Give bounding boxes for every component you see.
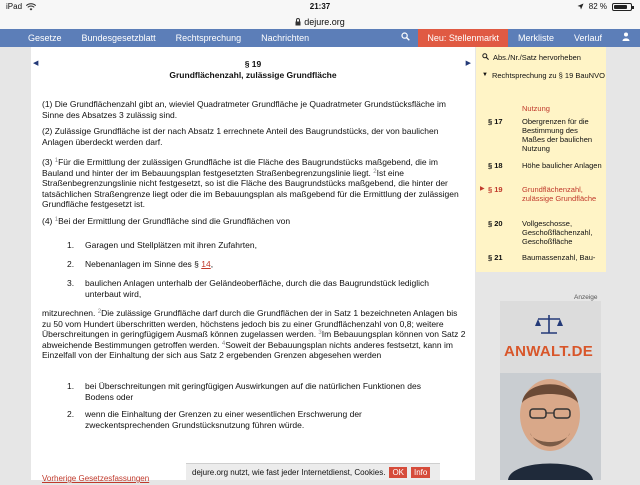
jurisprudence-toggle[interactable]: ▼ Rechtsprechung zu § 19 BauNVO xyxy=(482,71,605,80)
law-content: ◀ ▶ § 19 Grundflächenzahl, zulässige Grundfläche (1) Die Grundflächenzahl gibt an, wieviel Quadratmeter Grundfläche je Quadratmeter Grundstücksfläche im Sinne des Absatzes 3 zulässig sind. (2) Zulässige Grundfläche ist der nach Absatz 1 errechnete Anteil des Baugrundstücks, der von baulichen Anlagen überdeckt werden darf. (3) $^1$Für die Ermittlung der zulässigen Grundfläche ist die Fläche des Baugrundstücks maßgebend, die im Bauland und hinter der im Bebauungsplan festgesetzten Straßenbegrenzungslinie liegt. $^2$Ist eine Straßenbegrenzungslinie nicht festgesetzt, so ist die Fläche des Baugrundstücks maßgebend, die hinter der tatsächlichen Straßengrenze liegt oder die im Bebauungsplan als maßgebend für die Ermittlung der zulässigen Grundfläche festgesetzt ist. (4) $^1$Bei der Ermittlung der Grundfläche sind die Grundflächen von 1. Garagen und Stellplätzen mit ihren Zufahrten, 2. Nebenanlagen im Sinne des § 14, 3. baulichen Anlagen unterhalb der Geländeoberfläche, durch die das Baugrundstück lediglich unterbaut wird, mitzurechnen. $^2$Die zulässige Grundfläche darf durch die Grundflächen der in Satz 1 bezeichneten Anlagen bis zu 50 vom Hundert überschritten werden, höchstens jedoch bis zu einer Grundflächenzahl von 0,8; weitere Überschreitungen in geringfügigem Ausmaß können zugelassen werden. $^3$Im Bebauungsplan können von Satz 2 abweichende Bestimmungen getroffen werden. $^4$Soweit der Bebauungsplan nichts anderes festsetzt, kann im Einzelfall von der Einhaltung der sich aus Satz 2 ergebenden Grenzen abgesehen werden 1. bei Überschreitungen mit geringfügigen Auswirkungen auf die natürlichen Funktionen des Bodens oder 2. wenn die Einhaltung der Grenzen zu einer wesentlichen Erschwerung der zweckentsprechenden Grundstücksnutzung führen würde. Vorherige Gesetzesfassungen xyxy=(31,47,475,480)
caret-down-icon: ▼ xyxy=(482,72,488,78)
section-list[interactable]: Nutzung § 17 Obergrenzen für die Bestimmung des Maßes der baulichen Nutzung § 18 Höhe baulicher Anlagen ▶ § 19 Grundflächenzahl, zulässige Grundfläche § 20 Vollgeschosse, Geschoßflächenzahl, Geschoßfläche § 21 Baumassenzahl, Bau- xyxy=(480,104,602,262)
paragraph-3: (3) $^1$Für die Ermittlung der zulässigen Grundfläche ist die Fläche des Baugrundstücks maßgebend, die im Bauland und hinter der im Bebauungsplan festgesetzten Straßenbegrenzungslinie liegt. $^2$Ist eine Straßenbegrenzungslinie nicht festgesetzt, so ist die Fläche des Baugrundstücks maßgebend, die hinter der tatsächlichen Straßengrenze liegt oder die im Bebauungsplan als maßgebend für die Ermittlung der zulässigen Grundfläche festgesetzt ist. xyxy=(42,157,459,209)
status-bar xyxy=(0,0,640,14)
main-nav xyxy=(0,29,640,47)
sidebar xyxy=(476,47,606,272)
section-heading: Grundflächenzahl, zulässige Grundfläche xyxy=(169,70,337,80)
nav-rechtsprechung[interactable]: Rechtsprechung xyxy=(175,33,242,43)
paragraph-4: (4) $^1$Bei der Ermittlung der Grundfläche sind die Grundflächen von xyxy=(42,216,291,226)
paragraph-2: (2) Zulässige Grundfläche ist der nach Absatz 1 errechnete Anteil des Baugrundstücks, der von baulichen Anlagen überdeckt werden darf. xyxy=(42,126,439,147)
nav-stellenmarkt[interactable]: Neu: Stellenmarkt xyxy=(418,29,508,47)
cookie-ok-button[interactable]: OK xyxy=(389,467,407,478)
highlight-toggle[interactable]: Abs./Nr./Satz hervorheben xyxy=(482,53,581,62)
nav-bundesgesetzblatt[interactable]: Bundesgesetzblatt xyxy=(81,33,156,43)
previous-versions-link[interactable]: Vorherige Gesetzesfassungen xyxy=(42,474,150,483)
section-14-link[interactable]: 14 xyxy=(201,259,211,269)
nav-gesetze[interactable]: Gesetze xyxy=(28,33,62,43)
prev-section-icon[interactable]: ◀ xyxy=(33,60,39,67)
cookie-banner xyxy=(186,463,440,480)
ad-brand: ANWALT.DE xyxy=(504,343,594,360)
section-number: § 19 xyxy=(244,59,262,69)
location-icon xyxy=(577,3,584,10)
current-marker-icon: ▶ xyxy=(480,186,485,192)
ad-label: Anzeige xyxy=(574,294,598,301)
section-title xyxy=(31,47,475,81)
list-item: Nutzung xyxy=(522,104,550,113)
clock: 21:37 xyxy=(309,2,331,11)
user-icon xyxy=(622,32,630,41)
battery-fill xyxy=(614,5,627,9)
cookie-info-button[interactable]: Info xyxy=(411,467,430,478)
nav-verlauf[interactable]: Verlauf xyxy=(573,33,602,43)
ad-photo xyxy=(500,373,601,480)
url-domain[interactable]: dejure.org xyxy=(304,16,345,27)
cookie-text: dejure.org nutzt, wie fast jeder Internetdienst, Cookies. xyxy=(192,467,386,477)
url-bar[interactable] xyxy=(0,14,640,29)
battery-percent: 82 % xyxy=(588,2,607,11)
search-button[interactable] xyxy=(393,29,418,47)
paragraph-4-continued: mitzurechnen. $^2$Die zulässige Grundfläche darf durch die Grundflächen der in Satz 1 bezeichneten Anlagen bis zu 50 vom Hundert überschritten werden, höchstens jedoch bis zu einer Grundflächenzahl von 0,8; weitere Überschreitungen in geringfügigem Ausmaß können zugelassen werden. $^3$Im Bebauungsplan können von Satz 2 abweichende Bestimmungen getroffen werden. $^4$Soweit der Bebauungsplan nichts anderes festsetzt, kann im Einzelfall von der Einhaltung der sich aus Satz 2 ergebenden Grenzen abgesehen werden xyxy=(42,308,466,360)
lock-icon xyxy=(295,18,301,26)
device-label: iPad xyxy=(6,2,23,11)
user-button[interactable] xyxy=(612,29,640,47)
battery-icon xyxy=(612,3,632,11)
person-photo xyxy=(500,373,601,480)
next-section-icon[interactable]: ▶ xyxy=(465,60,471,67)
advertisement[interactable] xyxy=(500,301,601,480)
nav-nachrichten[interactable]: Nachrichten xyxy=(261,33,310,43)
search-icon xyxy=(482,53,489,60)
paragraph-1: (1) Die Grundflächenzahl gibt an, wieviel Quadratmeter Grundfläche je Quadratmeter Grundstücksfläche im Sinne des Absatzes 3 zulässig sind. xyxy=(42,99,446,120)
search-icon xyxy=(401,32,410,41)
scale-icon xyxy=(534,313,564,335)
nav-merkliste[interactable]: Merkliste xyxy=(517,33,554,43)
